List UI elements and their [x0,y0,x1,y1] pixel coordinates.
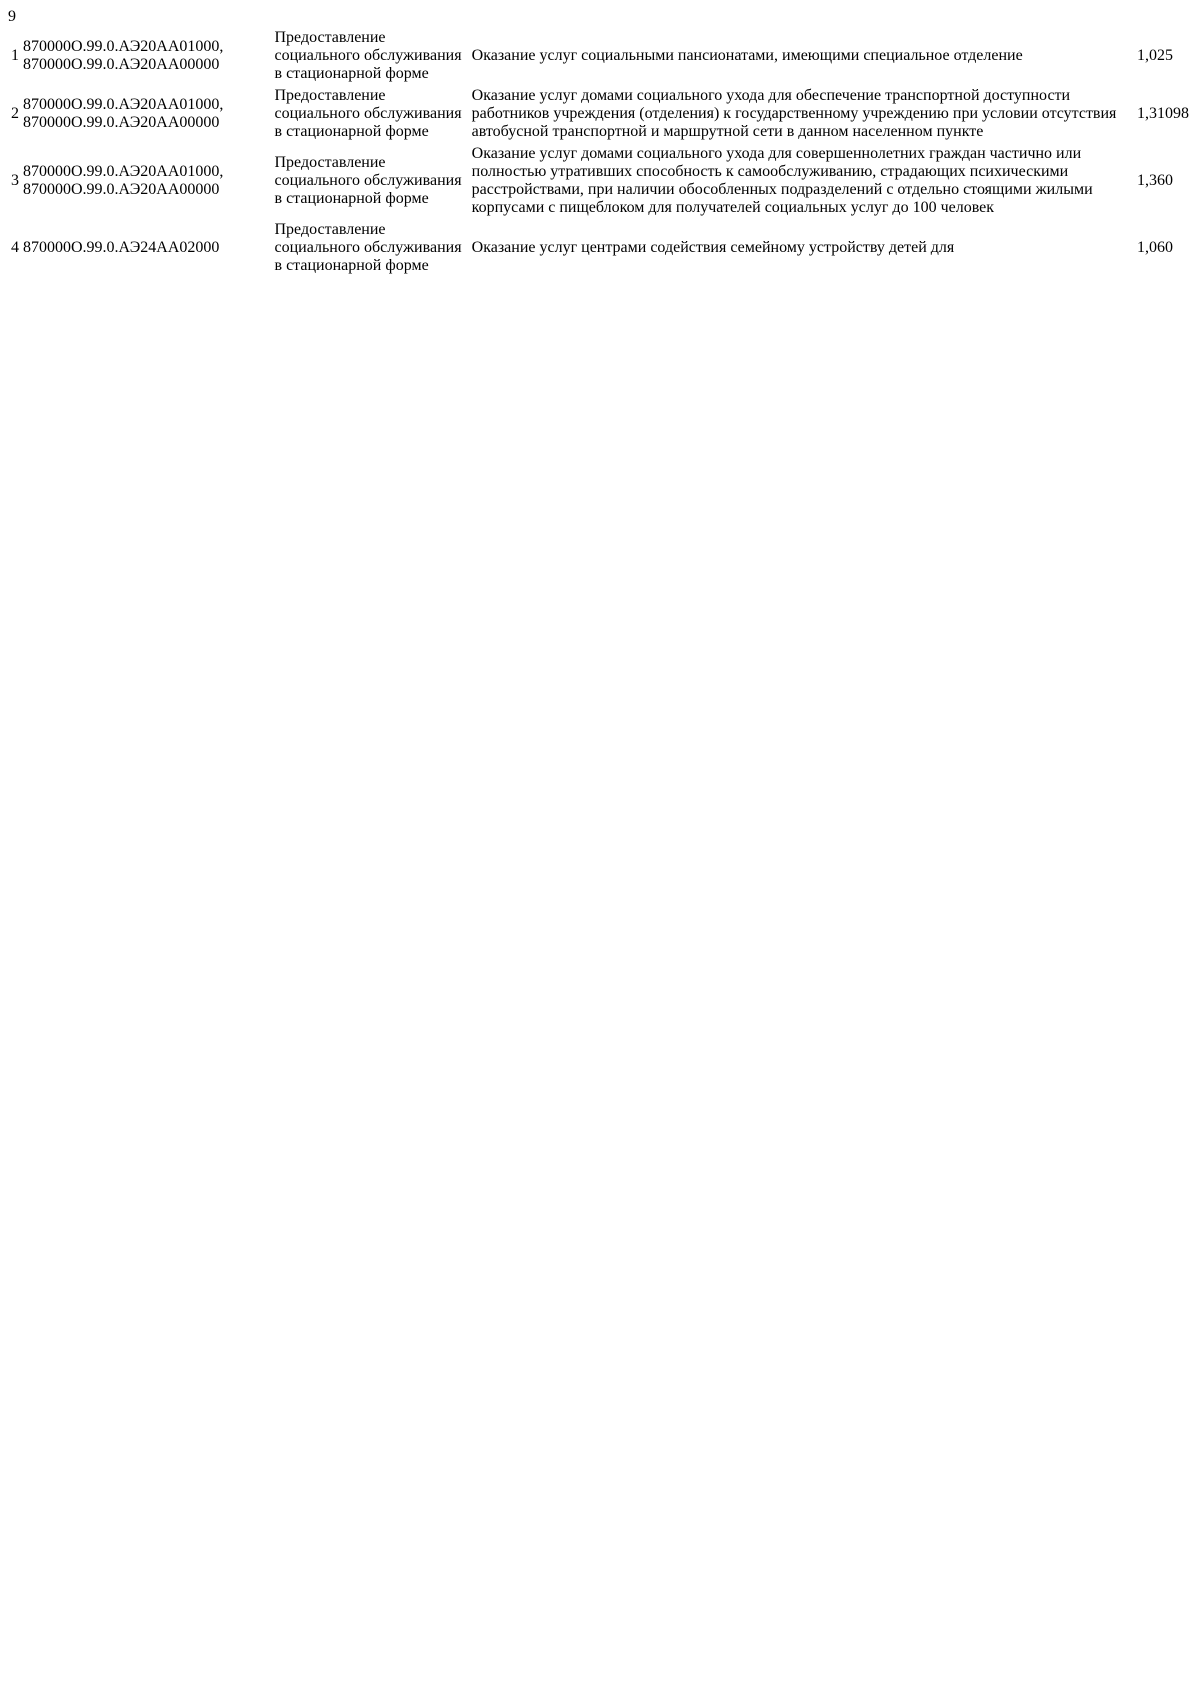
description-line: жилыми корпусами [471,181,1093,216]
description-line: для [930,239,955,256]
description-line: социальных услуг [764,199,889,216]
service-name-line: обслуживания в [274,47,462,82]
description-line: домами социального [581,145,723,162]
description-line: расстройствами, при [471,181,614,198]
service-code-line: 870000О.99.0.АЭ20АА00000 [23,181,220,198]
description-line: утративших [550,163,633,180]
service-name-line: Предоставление [274,87,386,104]
service-name-line: Предоставление [274,221,386,238]
description-line: с пищеблоком для [548,199,672,216]
description-line: обособленных [678,181,777,198]
description-line: самообслуживанию, [737,163,877,180]
description-line: до 100 человек [892,199,995,216]
table-row [10,144,1190,218]
description-line: (отделения) [639,105,720,122]
service-name-line: социального [274,172,360,189]
service-name-cell [274,28,469,84]
service-code-line: 870000О.99.0.АЭ20АА01000, [23,163,224,180]
description-line: пансионатами, [677,47,778,64]
description-line: автобусной [471,123,549,140]
service-description-cell [471,86,1134,142]
service-description-cell [471,28,1134,84]
coefficient-cell: 1,060 [1136,239,1173,256]
services-table [8,26,1192,278]
service-name-line: стационарной форме [286,123,429,140]
description-line: домами социального [581,87,723,104]
description-line: ухода для [726,87,792,104]
description-line: подразделений с [780,181,894,198]
description-line: наличии [617,181,675,198]
service-name-line: социального [274,47,360,64]
service-description-cell [471,144,1134,218]
row-number-cell: 1 [11,47,19,64]
service-name-line: социального [274,239,360,256]
service-name-line: Предоставление [274,154,386,171]
description-line: учреждению при [862,105,979,122]
service-code-cell [22,144,272,218]
service-code-line: 870000О.99.0.АЭ20АА00000 [23,56,220,73]
description-line: семейному [730,239,805,256]
service-code-line: 870000О.99.0.АЭ20АА01000, [23,96,224,113]
description-line: Оказание услуг [471,47,578,64]
service-name-cell [274,220,469,276]
service-name-cell [274,86,469,142]
table-row [10,86,1190,142]
description-line: ухода для [726,145,792,162]
description-line: содействия [650,239,727,256]
service-code-line: 870000О.99.0.АЭ20АА00000 [23,114,220,131]
description-line: специальное [863,47,950,64]
service-name-line: стационарной форме [286,65,429,82]
description-line: Оказание услуг [471,87,578,104]
description-line: к государственному [723,105,859,122]
description-line: психическими [969,163,1069,180]
row-number-cell: 2 [11,105,19,122]
description-line: или полностью [471,145,1082,180]
service-code-line: 870000О.99.0.АЭ24АА02000 [23,239,220,256]
service-name-line: стационарной форме [286,190,429,207]
description-line: транспортной [885,87,980,104]
description-line: обеспечение [795,87,882,104]
description-line: пункте [936,123,984,140]
service-code-cell [22,220,272,276]
service-name-line: стационарной форме [286,257,429,274]
description-line: граждан частично [929,145,1053,162]
service-name-line: обслуживания в [274,239,462,274]
description-line: Оказание услуг [471,239,578,256]
description-line: социальными [581,47,674,64]
service-description-cell [471,220,1134,276]
coefficient-cell: 1,025 [1136,47,1173,64]
description-line: данном населенном [798,123,933,140]
description-line: имеющими [782,47,860,64]
description-line: получателей [675,199,761,216]
row-number-cell: 4 [11,239,19,256]
page-number: 9 [8,8,16,25]
description-line: отдельно стоящими [897,181,1032,198]
coefficient-cell: 1,360 [1136,172,1173,189]
description-line: доступности [983,87,1071,104]
table-row [10,28,1190,84]
service-name-line: обслуживания в [274,172,462,207]
description-line: способность к [636,163,734,180]
description-line: страдающих [880,163,966,180]
page [8,8,1192,278]
service-name-cell [274,144,469,218]
description-line: транспортной и [552,123,660,140]
description-line: центрами [581,239,647,256]
description-line: работников [471,105,550,122]
service-code-line: 870000О.99.0.АЭ20АА01000, [23,38,224,55]
description-line: отделение [953,47,1023,64]
description-line: совершеннолетних [795,145,926,162]
service-name-line: социального [274,105,360,122]
description-line: условии отсутствия [982,105,1117,122]
table-row [10,220,1190,276]
description-line: Оказание услуг [471,145,578,162]
coefficient-cell: 1,31098 [1136,105,1189,122]
description-line: учреждения [553,105,636,122]
service-name-line: обслуживания в [274,105,462,140]
description-line: маршрутной сети в [663,123,795,140]
description-line: устройству детей [808,239,927,256]
service-code-cell [22,28,272,84]
service-name-line: Предоставление [274,29,386,46]
row-number-cell: 3 [11,172,19,189]
service-code-cell [22,86,272,142]
